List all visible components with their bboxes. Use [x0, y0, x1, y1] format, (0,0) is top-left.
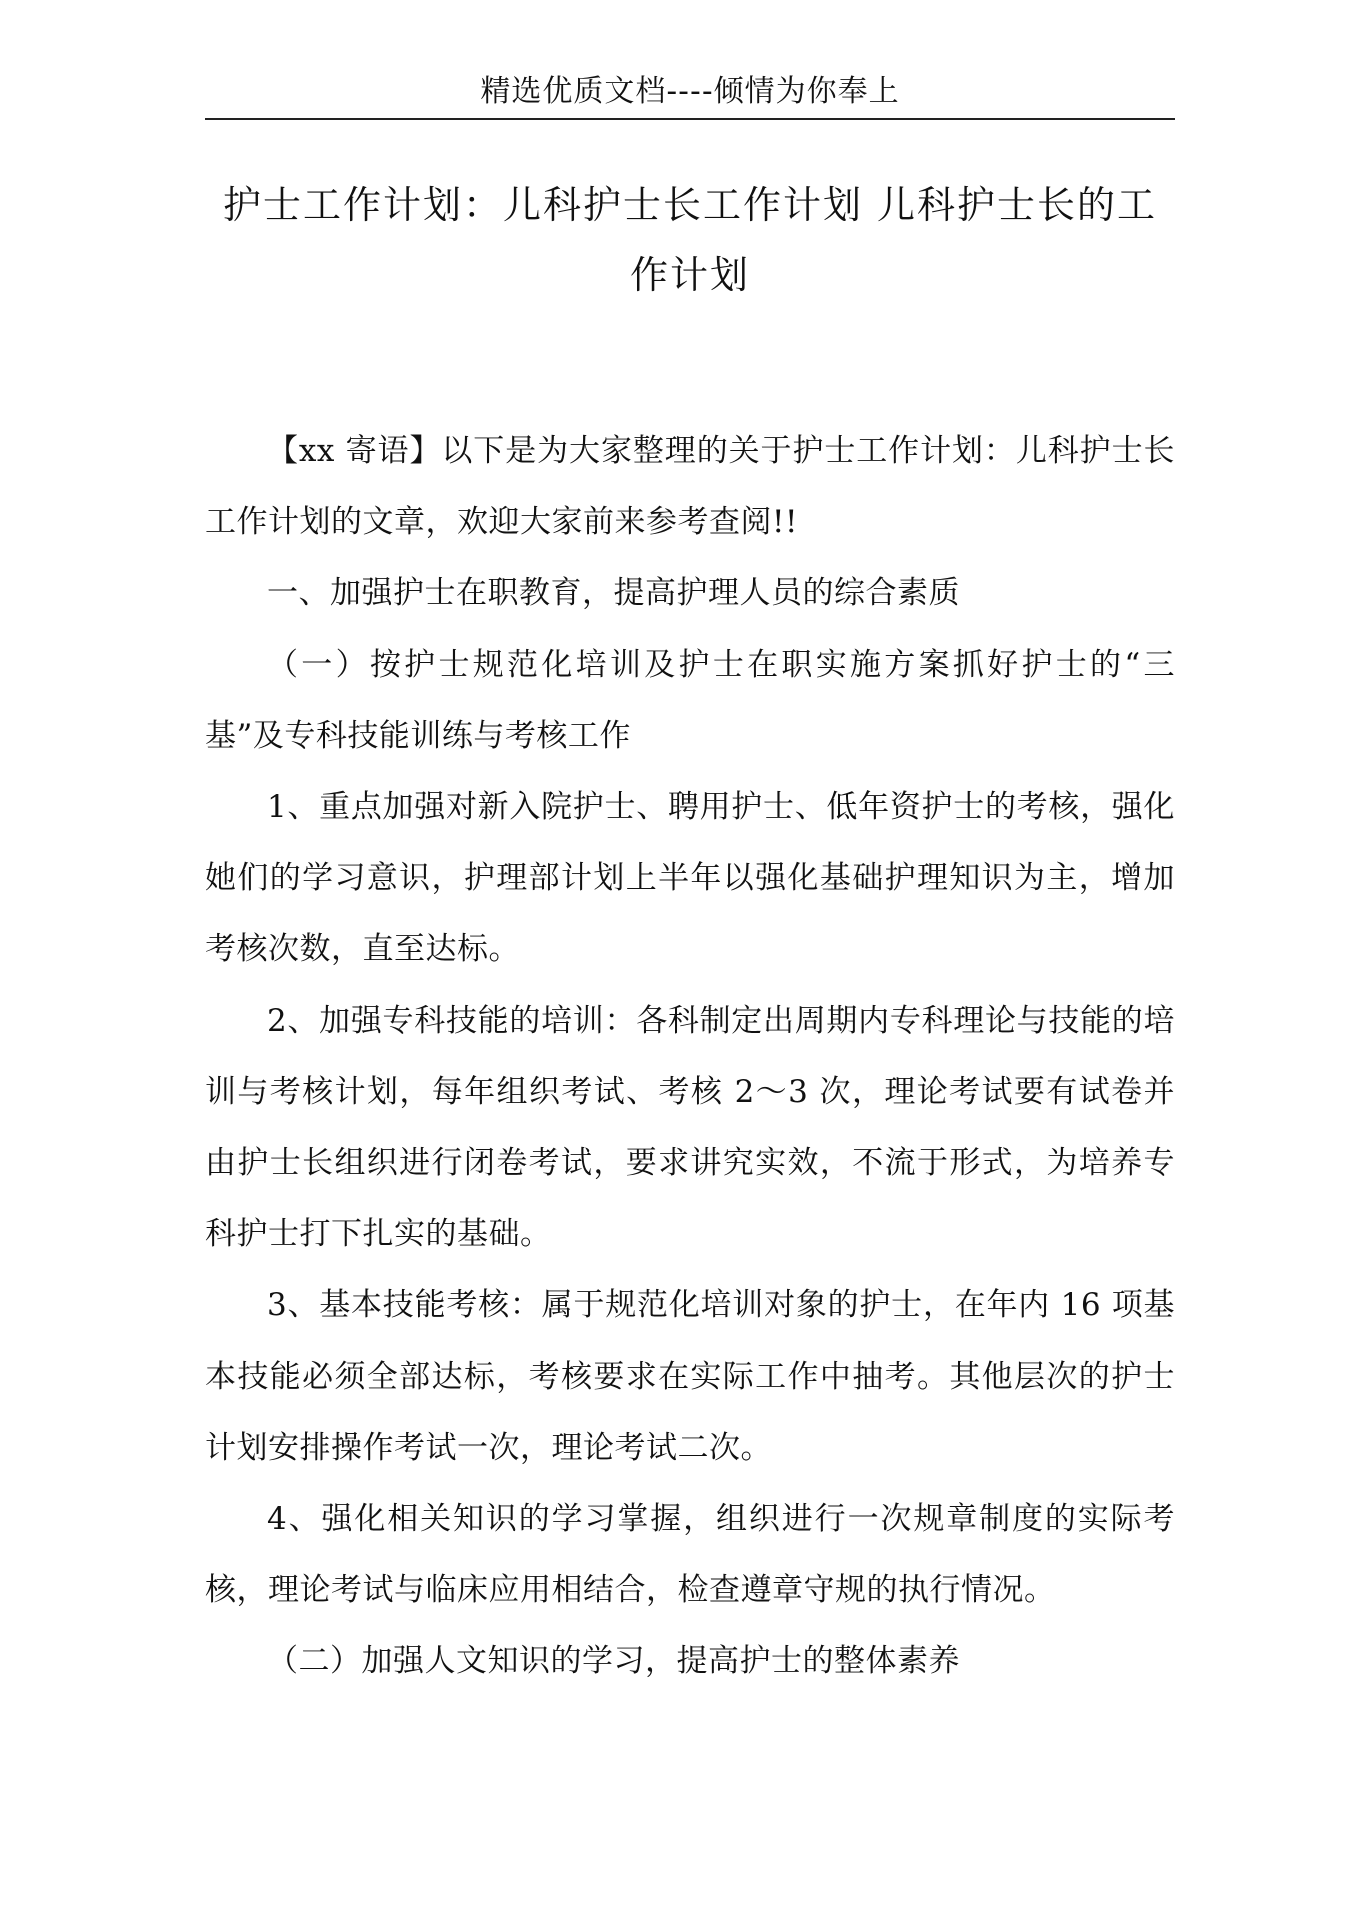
list-item-2: 2、加强专科技能的培训：各科制定出周期内专科理论与技能的培训与考核计划，每年组织考试、考核 2～3 次，理论考试要有试卷并由护士长组织进行闭卷考试，要求讲究实效，不流于形式，为培养专科护士打下扎实的基础。	[205, 1002, 1175, 1253]
intro-paragraph: 【xx 寄语】以下是为大家整理的关于护士工作计划：儿科护士长工作计划的文章，欢迎大家前来参考查阅!!	[205, 433, 1175, 541]
list-item-3: 3、基本技能考核：属于规范化培训对象的护士，在年内 16 项基本技能必须全部达标，考核要求在实际工作中抽考。其他层次的护士计划安排操作考试一次，理论考试二次。	[205, 1287, 1175, 1466]
section-heading-1: 一、加强护士在职教育，提高护理人员的综合素质	[267, 575, 960, 612]
subsection-heading-1: （一）按护士规范化培训及护士在职实施方案抓好护士的“三基”及专科技能训练与考核工作	[205, 646, 1175, 754]
document-body	[205, 416, 1175, 1698]
header-divider	[205, 118, 1175, 120]
subsection-heading-2: （二）加强人文知识的学习，提高护士的整体素养	[267, 1643, 960, 1680]
list-item-1: 1、重点加强对新入院护士、聘用护士、低年资护士的考核，强化她们的学习意识，护理部计划上半年以强化基础护理知识为主，增加考核次数，直至达标。	[205, 789, 1175, 968]
running-header: 精选优质文档----倾情为你奉上	[480, 74, 900, 109]
list-item-4: 4、强化相关知识的学习掌握，组织进行一次规章制度的实际考核，理论考试与临床应用相结合，检查遵章守规的执行情况。	[205, 1501, 1175, 1609]
document-title: 护士工作计划：儿科护士长工作计划 儿科护士长的工作计划	[222, 183, 1158, 297]
